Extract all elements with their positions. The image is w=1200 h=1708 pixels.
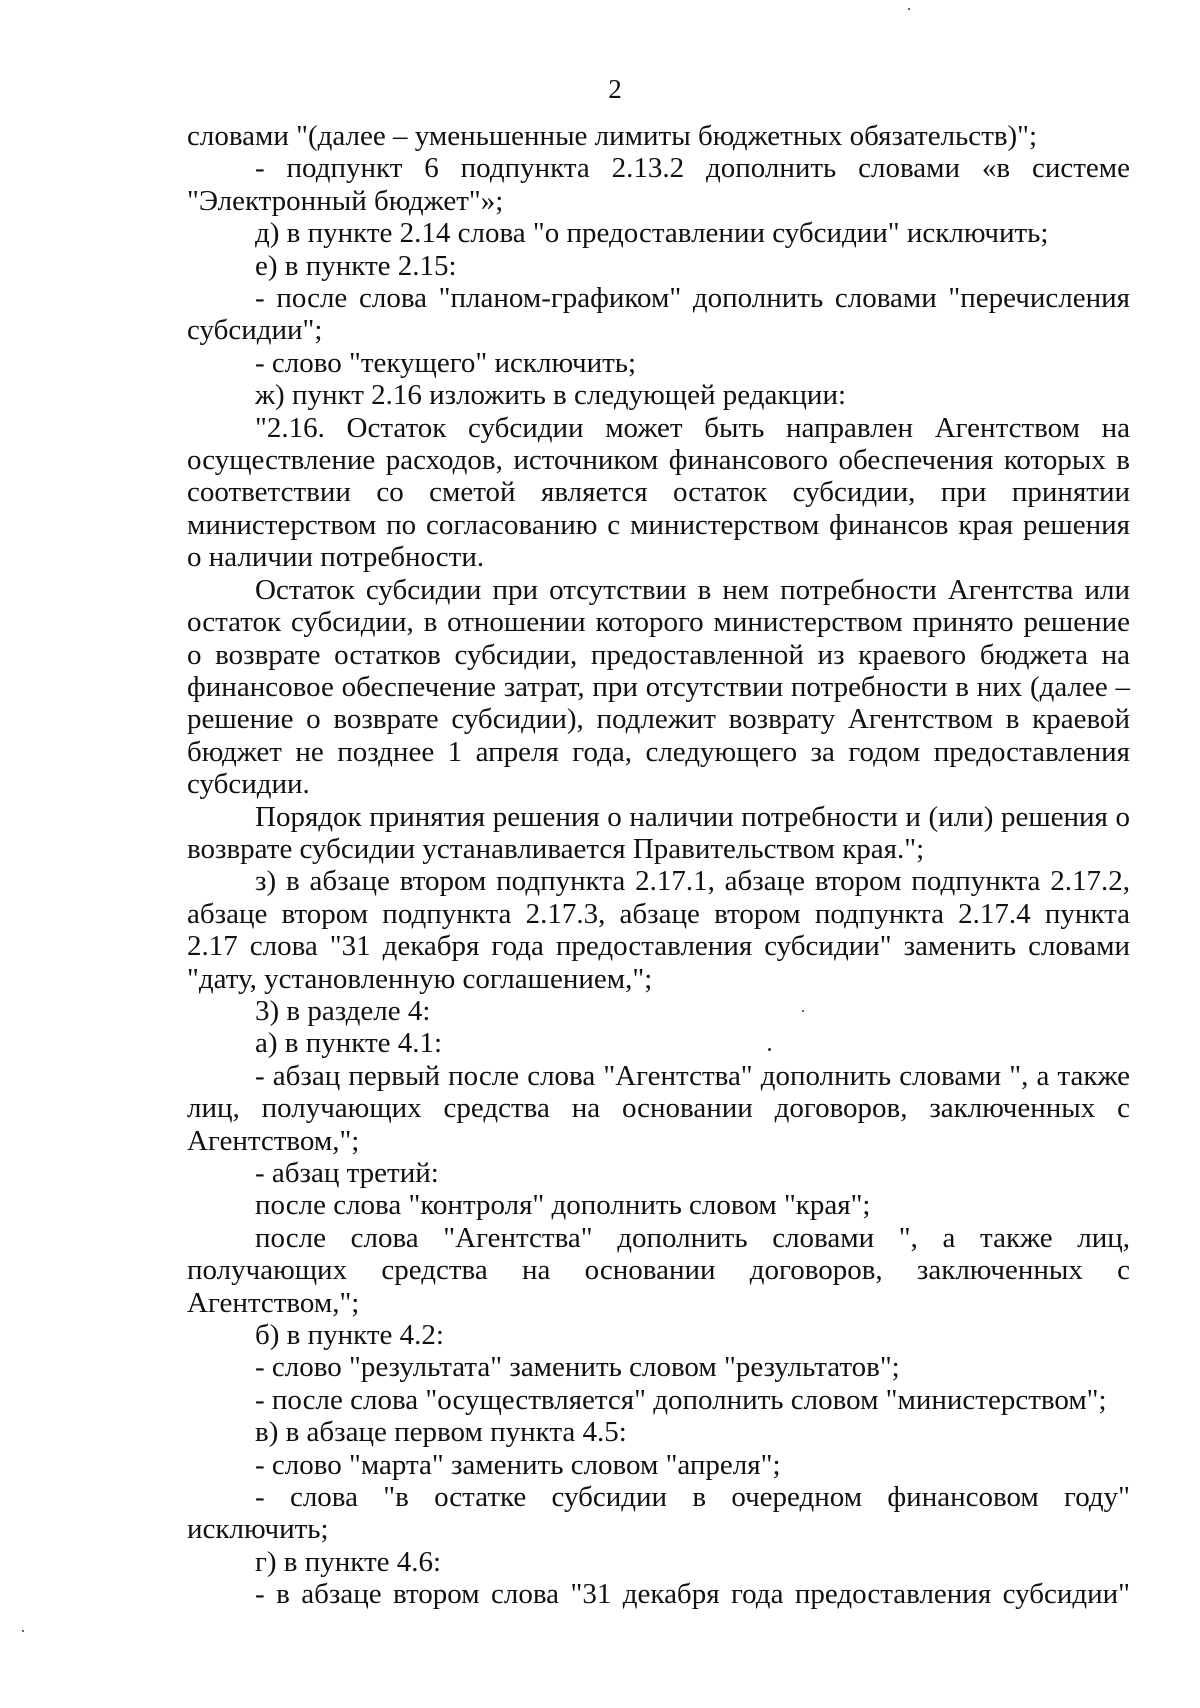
paragraph: после слова "Агентства" дополнить словами ", а также лиц, получающих средства на основании договоров, заключенных с Агентством,"; — [187, 1221, 1130, 1319]
paragraph: "2.16. Остаток субсидии может быть направлен Агентством на осуществление расходов, источником финансового обеспечения которых в соответствии со сметой является остаток субсидии, при принятии министерством по согласованию с министерством финансов края решения о наличии потребности. — [187, 411, 1130, 574]
page-number: 2 — [608, 74, 622, 104]
paragraph: з) в абзаце втором подпункта 2.17.1, абзаце втором подпункта 2.17.2, абзаце втором подпункта 2.17.3, абзаце втором подпункта 2.17.4 пункта 2.17 слова "31 декабря года предоставления субсидии" заменить словами "дату, установленную соглашением,"; — [187, 865, 1130, 995]
paragraph: - в абзаце втором слова "31 декабря года предоставления субсидии" — [255, 1578, 1130, 1611]
paragraph: - подпункт 6 подпункта 2.13.2 дополнить словами «в системе "Электронный бюджет"»; — [187, 152, 1130, 217]
paragraph: - слово "результата" заменить словом "результатов"; — [255, 1351, 900, 1384]
scan-speck — [768, 1048, 771, 1051]
paragraph: в) в абзаце первом пункта 4.5: — [255, 1416, 627, 1449]
paragraph: - слово "марта" заменить словом "апреля"; — [255, 1448, 781, 1481]
paragraph: а) в пункте 4.1: — [255, 1027, 443, 1060]
paragraph: б) в пункте 4.2: — [255, 1319, 444, 1352]
paragraph: словами "(далее – уменьшенные лимиты бюджетных обязательств)"; — [187, 120, 1038, 152]
paragraph: Порядок принятия решения о наличии потребности и (или) решения о возврате субсидии устанавливается Правительством края."; — [187, 800, 1130, 865]
paragraph: Остаток субсидии при отсутствии в нем потребности Агентства или остаток субсидии, в отношении которого министерством принято решение о возврате остатков субсидии, предоставленной из краевого бюджета на финансовое обеспечение затрат, при отсутствии потребности в них (далее – решение о возврате субсидии), подлежит возврату Агентством в краевой бюджет не позднее 1 апреля года, следующего за годом предоставления субсидии. — [187, 573, 1130, 801]
paragraph: после слова "контроля" дополнить словом "края"; — [255, 1189, 871, 1222]
paragraph: - после слова "осуществляется" дополнить словом "министерством"; — [255, 1383, 1107, 1416]
paragraph: ж) пункт 2.16 изложить в следующей редакции: — [255, 379, 847, 412]
paragraph: - после слова "планом-графиком" дополнить словами "перечисления субсидии"; — [187, 282, 1130, 347]
paragraph: г) в пункте 4.6: — [255, 1545, 442, 1578]
scan-speck — [908, 8, 910, 10]
paragraph: 3) в разделе 4: — [255, 994, 431, 1027]
paragraph: - слова "в остатке субсидии в очередном финансовом году" исключить; — [187, 1481, 1130, 1546]
document-body — [187, 120, 1130, 1611]
scan-speck — [802, 1010, 804, 1012]
paragraph: - абзац первый после слова "Агентства" дополнить словами ", а также лиц, получающих средства на основании договоров, заключенных с Агентством,"; — [187, 1059, 1130, 1157]
paragraph: - абзац третий: — [255, 1157, 439, 1189]
scan-speck — [22, 1630, 24, 1632]
paragraph: е) в пункте 2.15: — [255, 249, 457, 282]
paragraph: д) в пункте 2.14 слова "о предоставлении субсидии" исключить; — [255, 217, 1049, 250]
paragraph: - слово "текущего" исключить; — [255, 346, 637, 379]
